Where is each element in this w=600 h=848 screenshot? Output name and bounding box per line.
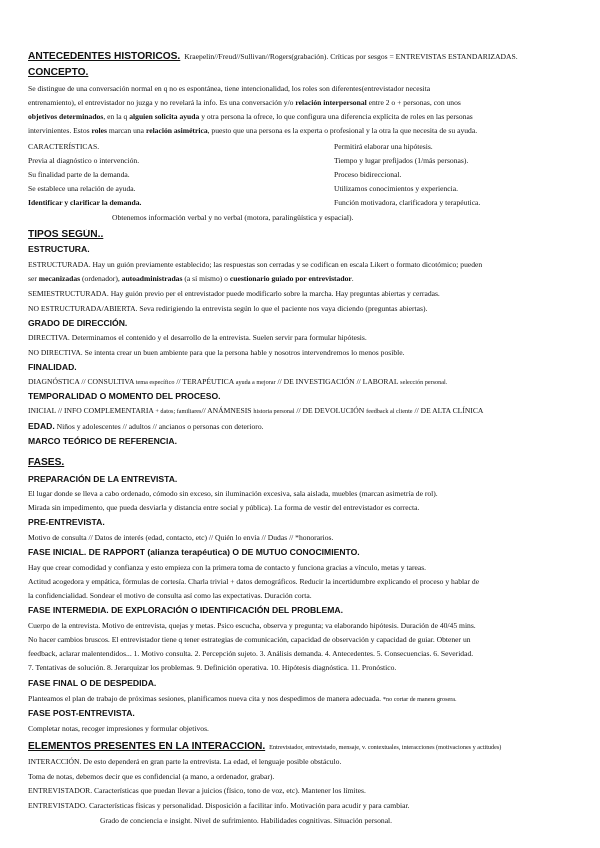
inicial-line-1: Hay que crear comodidad y confianza y esto empieza con la primera toma de contacto y funciona gracias a vínculo, metas y tareas. xyxy=(28,563,427,572)
inicial-line-3: la confidencialidad. Sondear el motivo de consulta así como las expectativas. Duración corta. xyxy=(28,591,312,600)
edad-title: EDAD. xyxy=(28,421,55,431)
intermedia-line-3: feedback, aclarar malentendidos... 1. Motivo consulta. 2. Percepción sujeto. 3. Análisis demanda. 4. Antecedentes. 5. Consecuencias. 6. Severidad. xyxy=(28,649,474,658)
estructura-line-3: SEMIESTRUCTURADA. Hay guión previo per el entrevistador puede modificarlo sobre la marcha. Hay preguntas abiertas y cerradas. xyxy=(28,289,440,298)
estructura-title: ESTRUCTURA. xyxy=(28,244,90,254)
finalidad-text: // DE INVESTIGACIÓN // LABORAL xyxy=(275,377,401,386)
estructura-line-1: ESTRUCTURADA. Hay un guión previamente establecido; las respuestas son cerradas y se codifican en escala Likert o formato dicotómico; pueden xyxy=(28,260,483,269)
pre-title: PRE-ENTREVISTA. xyxy=(28,517,105,527)
final-text: Planteamos el plan de trabajo de próximas sesiones, planificamos nueva cita y nos despedimos de manera adecuada. xyxy=(28,694,383,703)
finalidad-note: tema específico xyxy=(135,379,175,386)
finalidad-text: // TERAPÉUTICA xyxy=(174,377,236,386)
elementos-line-2: Toma de notas, debemos decir que es confidencial (a mano, a ordenador, grabar). xyxy=(28,772,275,781)
caracteristicas-left-0: CARACTERÍSTICAS. xyxy=(28,142,100,151)
caracteristicas-right-3: Utilizamos conocimientos y experiencia. xyxy=(334,184,458,193)
caracteristicas-right-4: Función motivadora, clarificadora y terapéutica. xyxy=(334,198,481,207)
inicial-title: FASE INICIAL. DE RAPPORT (alianza terapéutica) O DE MUTUO CONOCIMIENTO. xyxy=(28,547,360,557)
concepto-line-2 xyxy=(28,98,576,108)
tipos-title: TIPOS SEGÚN.. xyxy=(28,229,104,240)
edad-text: Niños y adolescentes // adultos // ancianos o personas con deterioro. xyxy=(54,422,264,431)
caracteristicas-right-0: Permitirá elaborar una hipótesis. xyxy=(334,142,433,151)
concepto-bold: alguien solicita ayuda xyxy=(129,112,200,121)
intermedia-line-2: No hacer cambios bruscos. El entrevistador tiene q tener estrategias de comunicación, capacidad de observación y capacidad de guiar. Obtener un xyxy=(28,635,471,644)
estructura-bold: autoadministradas xyxy=(121,274,183,283)
temporalidad-text: // DE DEVOLUCIÓN xyxy=(294,406,367,415)
concepto-title: CONCEPTO. xyxy=(28,67,89,78)
caracteristicas-right-2: Proceso bidireccional. xyxy=(334,170,402,179)
elementos-title: ELEMENTOS PRESENTES EN LA INTERACCIÓN. xyxy=(28,742,266,752)
concepto-text: y otra persona la ofrece, lo que configura una diferencia explícita de roles en las personas xyxy=(199,112,473,121)
concepto-text: , puesto que una persona es la experta o profesional y la otra la que necesita de su ayuda. xyxy=(207,126,478,135)
temporalidad-line xyxy=(28,406,576,417)
pre-line-1: Motivo de consulta // Datos de interés (edad, contacto, etc) // Quién lo envía // Dudas // *honorarios. xyxy=(28,533,334,542)
direccion-line-2: NO DIRECTIVA. Se intenta crear un buen ambiente para que la persona hable y nosotros intervendremos lo menos posible. xyxy=(28,348,405,357)
concepto-text: entrenamiento), el entrevistador no juzga y no revelará la info. Es una conversación y/o xyxy=(28,98,296,107)
concepto-bold: objetivos determinados xyxy=(28,112,104,121)
elementos-line-4: ENTREVISTADO. Características físicas y personalidad. Disposición a facilitar info. Motivación para acudir y para cambiar. xyxy=(28,801,410,810)
final-title: FASE FINAL O DE DESPEDIDA. xyxy=(28,678,157,688)
caracteristicas-left-3: Se establece una relación de ayuda. xyxy=(28,184,136,193)
final-note: *no cortar de manera grosera. xyxy=(382,696,457,703)
caracteristicas-left-4: Identificar y clarificar la demanda. xyxy=(28,198,142,207)
estructura-text: . xyxy=(351,274,354,283)
temporalidad-text: // DE ALTA CLÍNICA xyxy=(412,406,484,415)
elementos-subtitle: Entrevistador, entrevistado, mensaje, v. contextuales, interacciones (motivaciones y actitudes) xyxy=(269,744,502,751)
estructura-bold: cuestionario guiado por entrevistador xyxy=(229,274,352,283)
post-line-1: Completar notas, recoger impresiones y formular objetivos. xyxy=(28,724,209,733)
estructura-text: ser xyxy=(28,274,39,283)
edad-line xyxy=(28,421,576,432)
preparacion-line-1: El lugar donde se lleva a cabo ordenado, cómodo sin exceso, sin iluminación excesiva, sala aislada, muebles (marcan asimetría de rol). xyxy=(28,489,438,498)
direccion-title: GRADO DE DIRECCIÓN. xyxy=(28,318,128,328)
elementos-line-1: INTERACCIÓN. De esto dependerá en gran parte la entrevista. La edad, el lenguaje posible obstáculo. xyxy=(28,757,342,766)
finalidad-note: ayuda a mejorar xyxy=(235,379,276,386)
concepto-bold: relación interpersonal xyxy=(295,98,367,107)
estructura-text: (a sí mismo) o xyxy=(182,274,230,283)
concepto-text: marcan una xyxy=(106,126,146,135)
temporalidad-text: // ANÁMNESIS xyxy=(201,406,254,415)
caracteristicas-footer: Obtenemos información verbal y no verbal (motora, paralingüística y espacial). xyxy=(112,213,354,222)
temporalidad-note: historia personal xyxy=(253,408,295,415)
concepto-text: intervinientes. Estos xyxy=(28,126,92,135)
intermedia-title: FASE INTERMEDIA. DE EXPLORACIÓN O IDENTIFICACIÓN DEL PROBLEMA. xyxy=(28,605,343,615)
elementos-line-3: ENTREVISTADOR. Características que puedan llevar a juicios (físico, tono de voz, etc). Mantener los límites. xyxy=(28,786,366,795)
concepto-bold: roles xyxy=(91,126,107,135)
antecedentes-line xyxy=(28,52,576,62)
marco-title: MARCO TEÓRICO DE REFERENCIA. xyxy=(28,436,177,446)
fases-title: FASES. xyxy=(28,457,65,468)
finalidad-note: selección personal. xyxy=(400,379,448,386)
preparacion-title: PREPARACIÓN DE LA ENTREVISTA. xyxy=(28,474,178,484)
concepto-line-1: Se distingue de una conversación normal en q no es espontánea, tiene intencionalidad, los roles son diferentes(entrevistador necesita xyxy=(28,84,431,93)
estructura-line-2 xyxy=(28,274,576,284)
concepto-line-3 xyxy=(28,112,576,122)
preparacion-line-2: Mirada sin impedimento, que pueda desviarla y distancia entre social y pública). La forma de vestir del entrevistador es correcta. xyxy=(28,503,420,512)
caracteristicas-left-1: Previa al diagnóstico o intervención. xyxy=(28,156,140,165)
estructura-line-4: NO ESTRUCTURADA/ABIERTA. Seva redirigiendo la entrevista según lo que el paciente nos vaya diciendo (preguntas abiertas). xyxy=(28,304,428,313)
temporalidad-note: feedback al cliente xyxy=(366,408,413,415)
elementos-line xyxy=(28,742,576,753)
finalidad-line xyxy=(28,377,576,388)
concepto-text: , en la q xyxy=(103,112,130,121)
concepto-line-4 xyxy=(28,126,576,136)
post-title: FASE POST-ENTREVISTA. xyxy=(28,708,135,718)
antecedentes-text: Kraepelin//Freud//Sullivan//Rogers(grabación). Críticas por sesgos = ENTREVISTAS ESTANDARIZADAS. xyxy=(184,52,518,61)
inicial-line-2: Actitud acogedora y empática, fórmulas de cortesía. Charla trivial + datos demográficos. Reducir la incertidumbre explicando el proceso y hablar de xyxy=(28,577,480,586)
final-line-1 xyxy=(28,694,576,705)
estructura-bold: mecanizadas xyxy=(38,274,81,283)
intermedia-line-4: 7. Tentativas de solución. 8. Jerarquizar los problemas. 9. Definición operativa. 10. Hipótesis diagnóstica. 11. Pronóstico. xyxy=(28,663,397,672)
caracteristicas-left-2: Su finalidad parte de la demanda. xyxy=(28,170,130,179)
caracteristicas-right-1: Tiempo y lugar prefijados (1/más personas). xyxy=(334,156,469,165)
antecedentes-title: ANTECEDENTES HISTÓRICOS. xyxy=(28,52,181,62)
direccion-line-1: DIRECTIVA. Determinamos el contenido y el desarrollo de la entrevista. Suelen servir para formular hipótesis. xyxy=(28,333,367,342)
concepto-text: entre 2 o + personas, con unos xyxy=(366,98,461,107)
finalidad-text: DIAGNÓSTICA // CONSULTIVA xyxy=(28,377,136,386)
temporalidad-text: INICIAL // INFO COMPLEMENTARIA xyxy=(28,406,156,415)
temporalidad-note: + datos; familiares xyxy=(155,408,202,415)
concepto-bold: relación asimétrica xyxy=(145,126,208,135)
finalidad-title: FINALIDAD. xyxy=(28,362,77,372)
estructura-text: (ordenador), xyxy=(80,274,122,283)
temporalidad-title: TEMPORALIDAD O MOMENTO DEL PROCESO. xyxy=(28,391,221,401)
elementos-line-5: Grado de conciencia e insight. Nivel de sufrimiento. Habilidades cognitivas. Situación personal. xyxy=(100,816,393,825)
intermedia-line-1: Cuerpo de la entrevista. Motivo de entrevista, quejas y metas. Psico escucha, observa y pregunta; va elaborando hipótesis. Duración de 40/45 mins. xyxy=(28,621,476,630)
